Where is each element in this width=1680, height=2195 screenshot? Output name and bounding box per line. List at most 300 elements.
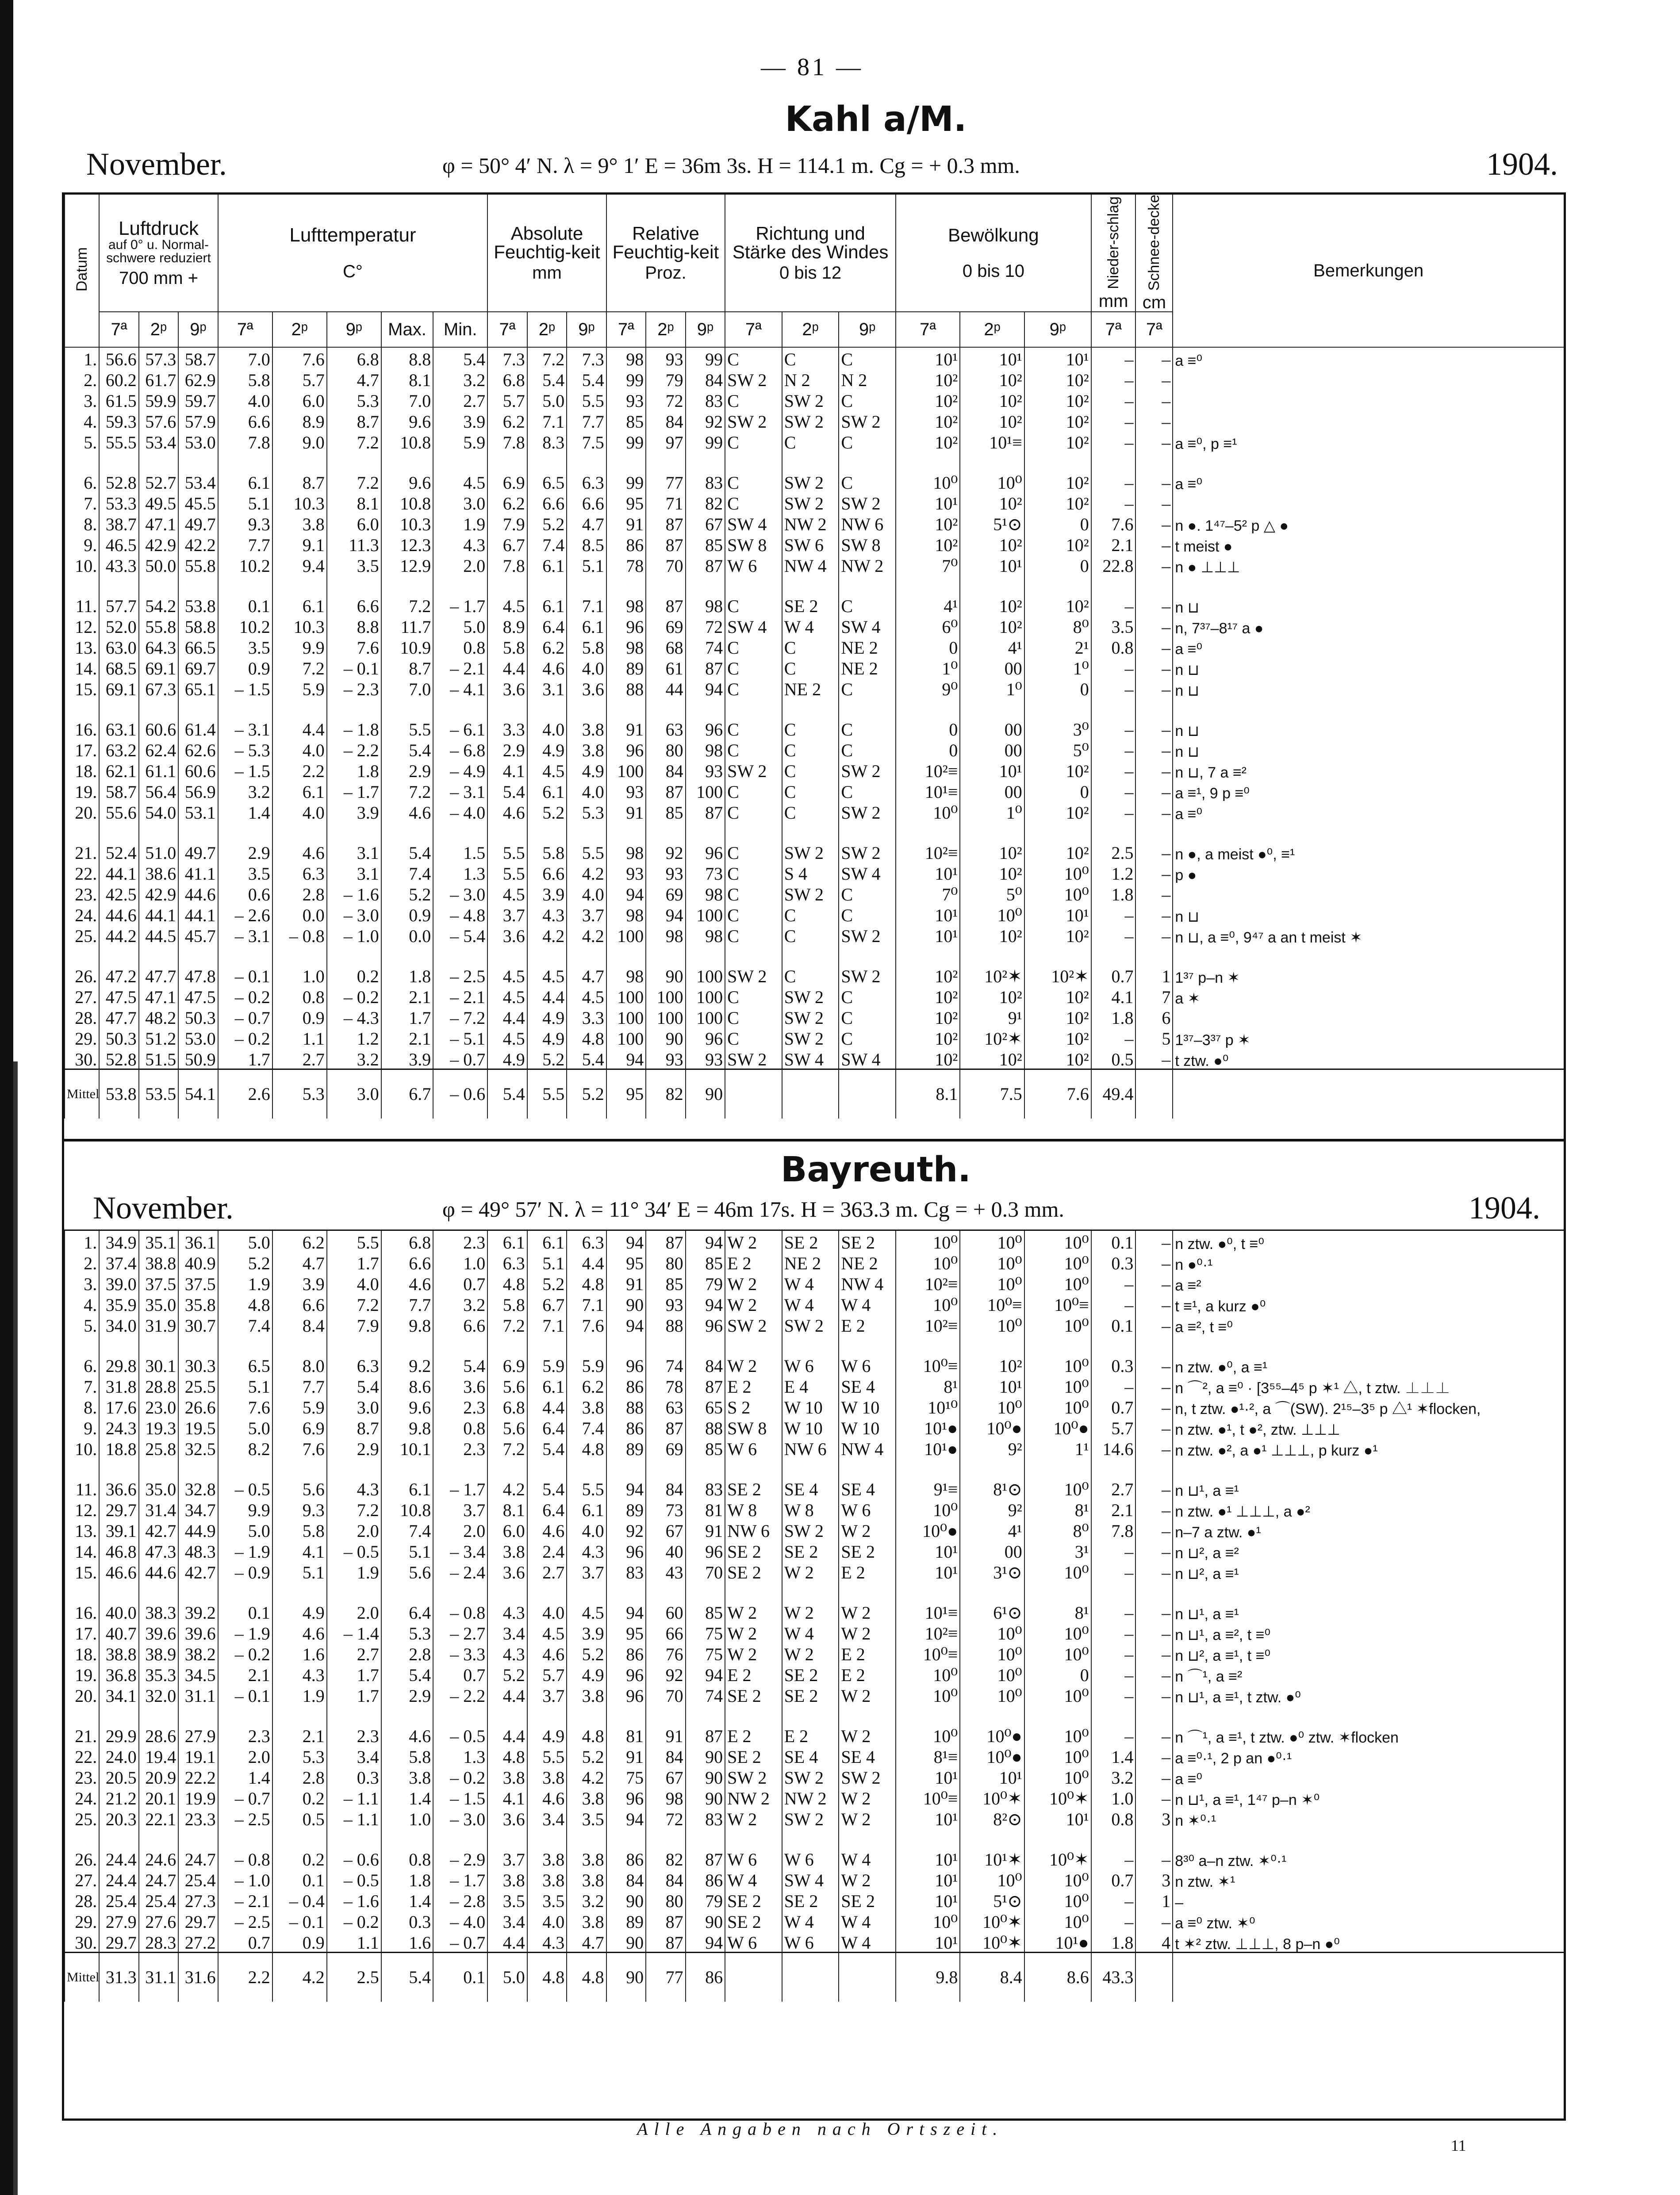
table-cell: 3.0 <box>327 1396 381 1417</box>
table-cell: – 0.2 <box>327 1910 381 1931</box>
table-row <box>65 452 1564 492</box>
table-cell: 6.6 <box>567 492 606 513</box>
table-cell: 12.3 <box>381 533 433 554</box>
table-cell: 94 <box>606 883 646 904</box>
table-cell: 3.1 <box>327 822 381 862</box>
table-cell: W 4 <box>782 1293 839 1314</box>
table-cell: 4.9 <box>567 1663 606 1684</box>
table-cell: 94 <box>646 904 685 924</box>
table-cell: 1.9 <box>218 1272 272 1293</box>
table-cell: 7. <box>65 1375 99 1396</box>
table-cell: 10⁰ <box>896 1498 960 1519</box>
table-cell: – 5.4 <box>433 924 487 945</box>
table-cell: 78 <box>606 554 646 575</box>
table-cell: – <box>1135 924 1173 945</box>
table-cell: 52.8 <box>99 1048 138 1069</box>
table-cell: 5.0 <box>218 1230 272 1252</box>
table-cell: SE 2 <box>782 1230 839 1252</box>
table-cell: 0 <box>1024 780 1091 801</box>
table-cell: – <box>1091 1622 1136 1643</box>
table-cell: 87 <box>646 1230 685 1252</box>
table-cell: W 6 <box>725 1931 782 1953</box>
table-cell: 8.0 <box>272 1335 327 1375</box>
table-cell: t ≡¹, a kurz ●⁰ <box>1173 1293 1564 1314</box>
table-cell: 1 <box>1135 1889 1173 1910</box>
table-cell: 9² <box>960 1437 1024 1458</box>
table-cell: 4.0 <box>567 780 606 801</box>
table-cell: SE 4 <box>839 1745 896 1766</box>
table-cell: 68.5 <box>99 657 138 678</box>
table-cell: 1⁰ <box>896 657 960 678</box>
table-cell: NE 2 <box>839 1252 896 1272</box>
table-cell: 27. <box>65 1869 99 1889</box>
table-cell: 48.2 <box>139 1006 178 1027</box>
table-cell: 32.8 <box>178 1458 218 1498</box>
table-cell: 1.5 <box>433 822 487 862</box>
col-datum: Datum <box>65 195 99 347</box>
table-cell: C <box>725 678 782 698</box>
table-cell: 10² <box>896 1048 960 1069</box>
table-cell: SW 6 <box>782 533 839 554</box>
table-cell: 6.9 <box>487 452 527 492</box>
table-cell: n ⌒², a ≡⁰ · [3⁵⁵–4⁵ p ✶¹ △, t ztw. ⊥⊥⊥ <box>1173 1375 1564 1396</box>
table-row <box>65 904 1564 924</box>
table-cell: C <box>782 347 839 368</box>
table-cell: – 0.2 <box>218 1643 272 1663</box>
table-cell: 2.1 <box>1091 1498 1136 1519</box>
table-row <box>65 822 1564 862</box>
table-cell: – <box>1091 1582 1136 1622</box>
table-cell: 83 <box>686 452 725 492</box>
table-cell: 11.3 <box>327 533 381 554</box>
table-cell: NW 4 <box>839 1437 896 1458</box>
table-cell: 10² <box>960 1048 1024 1069</box>
table-cell: 57.3 <box>139 347 178 368</box>
table-cell: 90 <box>606 1293 646 1314</box>
table-cell: 21. <box>65 1705 99 1745</box>
table-cell: 30.7 <box>178 1314 218 1335</box>
table-cell: 61.7 <box>139 368 178 389</box>
table-cell: 24. <box>65 1787 99 1808</box>
table-cell: 37.5 <box>139 1272 178 1293</box>
table-cell: 91 <box>606 801 646 822</box>
table-cell: – <box>1135 1335 1173 1375</box>
table-cell: 8.7 <box>272 452 327 492</box>
table-cell: 10⁰ <box>896 1910 960 1931</box>
table-cell: E 4 <box>782 1375 839 1396</box>
table-cell: 3.2 <box>433 368 487 389</box>
table-cell: 29.7 <box>99 1931 138 1953</box>
table-row <box>65 1519 1564 1540</box>
table-row <box>65 1622 1564 1643</box>
table-cell: 40.0 <box>99 1582 138 1622</box>
table-cell: SW 4 <box>839 862 896 883</box>
table-cell: – <box>1135 1519 1173 1540</box>
table-cell: 0.8 <box>272 985 327 1006</box>
table-cell: 7.6 <box>1024 1069 1091 1119</box>
table-cell: W 2 <box>782 1582 839 1622</box>
table-cell: – 1.0 <box>218 1869 272 1889</box>
table-cell: 50.0 <box>139 554 178 575</box>
table-cell: 7.2 <box>487 1437 527 1458</box>
table-cell: 0 <box>1024 1663 1091 1684</box>
table-cell <box>1173 368 1564 389</box>
table-cell: 5.0 <box>487 1953 527 2002</box>
table-cell: 25.4 <box>178 1869 218 1889</box>
table-cell: 5.7 <box>1091 1417 1136 1437</box>
table-cell: 96 <box>686 1540 725 1561</box>
table-cell: 43.3 <box>99 554 138 575</box>
table-cell: 1.8 <box>1091 883 1136 904</box>
table-cell: C <box>839 452 896 492</box>
table-cell: NW 6 <box>782 1437 839 1458</box>
table-row <box>65 698 1564 739</box>
weather-table-kahl: Datum Luftdruck auf 0° u. Normal-schwere reduziert 700 mm + Lufttemperatur C° Absolute Feuchtig-keit mm Relative Feuchtig-keit Proz. Richtung und Stärke des Windes 0 bis 12 Bewölkung 0 bis 10 Nieder-schlag mm Schnee-decke cm Bemerkungen 7ª 2ᵖ 9ᵖ 7ª 2ᵖ 9ᵖ Max. Min. 7ª 2ᵖ 9ᵖ 7ª 2ᵖ 9ᵖ 7ª 2ᵖ 9ᵖ 7ª 2ᵖ 9ᵖ 7ª 7ª 1. 56.6 57.3 58.7 7.0 7.6 6.8 8.8 5.4 7.3 7.2 7.3 98 93 99 C C C 10¹ 10¹ 10¹ – – a ≡⁰ 2. 60.2 61.7 62.9 5.8 5.7 4.7 8.1 3.2 6.8 5.4 5.4 99 79 84 SW 2 N 2 N 2 10² 10² 10² – – 3. 61.5 59.9 59.7 4.0 6.0 5.3 7.0 2.7 5.7 5.0 5.5 93 72 83 C SW 2 C 10² 10² 10² – – 4. 59.3 57.6 57.9 6.6 8.9 8.7 9.6 3.9 6.2 7.1 7.7 85 84 92 SW 2 SW 2 SW 2 10² 10² 10² – – 5. 55.5 53.4 53.0 7.8 9.0 7.2 10.8 5.9 7.8 8.3 7.5 99 97 99 C C C 10² 10¹≡ 10² – – a ≡⁰, p ≡¹ 6. 52.8 52.7 53.4 6.1 8.7 7.2 9.6 4.5 6.9 6.5 6.3 99 77 83 C SW 2 C 10⁰ 10⁰ 10² – – a ≡⁰ 7. 53.3 49.5 45.5 5.1 10.3 8.1 10.8 3.0 6.2 6.6 6.6 95 71 82 C SW 2 SW 2 10¹ 10² 10² – – 8. 38.7 47.1 49.7 9.3 3.8 6.0 10.3 1.9 7.9 5.2 4.7 91 87 67 SW 4 NW 2 NW 6 10² 5¹⊙ 0 7.6 – n ●. 1⁴⁷–5² p △ ● 9. 46.5 42.9 42.2 7.7 9.1 11.3 12.3 4.3 6.7 7.4 8.5 86 87 85 SW 8 SW 6 SW 8 10² 10² 10² 2.1 – t meist ● 10. 43.3 50.0 55.8 10.2 9.4 3.5 12.9 2.0 7.8 6.1 5.1 78 70 87 W 6 NW 4 NW 2 7⁰ 10¹ 0 22.8 – n ● ⊥⊥⊥ 11. 57.7 54.2 53.8 0.1 6.1 6.6 7.2 – 1.7 4.5 6.1 7.1 98 87 98 C SE 2 C 4¹ 10² 10² – – n ⊔ 12. 52.0 55.8 58.8 10.2 10.3 8.8 11.7 5.0 8.9 6.4 6.1 96 69 72 SW 4 W 4 SW 4 6⁰ 10² 8⁰ 3.5 – n, 7³⁷–8¹⁷ a ● 13. 63.0 64.3 66.5 3.5 9.9 7.6 10.9 0.8 5.8 6.2 5.8 98 68 74 C C NE 2 0 4¹ 2¹ 0.8 – a ≡⁰ 14. 68.5 69.1 69.7 0.9 7.2 – 0.1 8.7 – 2.1 4.4 4.6 4.0 89 61 87 C C NE 2 1⁰ 00 1⁰ – – n ⊔ 15. 69.1 67.3 65.1 – 1.5 5.9 – 2.3 7.0 – 4.1 3.6 3.1 3.6 88 44 94 C NE 2 C 9⁰ 1⁰ 0 – – n ⊔ 16. 63.1 60.6 61.4 – 3.1 4.4 – 1.8 5.5 – 6.1 3.3 4.0 3.8 91 63 96 C C C 0 00 3⁰ – – n ⊔ 17. 63.2 62.4 62.6 – 5.3 4.0 – 2.2 5.4 – 6.8 2.9 4.9 3.8 96 80 98 C C C 0 00 5⁰ – – n ⊔ 18. 62.1 61.1 60.6 – 1.5 2.2 1.8 2.9 – 4.9 4.1 4.5 4.9 100 84 93 SW 2 C SW 2 10²≡ 10¹ 10² – – n ⊔, 7 a ≡² 19. 58.7 56.4 56.9 3.2 6.1 – 1.7 7.2 – 3.1 5.4 6.1 4.0 93 87 100 C C C 10¹≡ 00 0 – – a ≡¹, 9 p ≡⁰ 20. 55.6 54.0 53.1 1.4 4.0 3.9 4.6 – 4.0 4.6 5.2 5.3 91 85 87 C C SW 2 10⁰ 1⁰ 10² – – a ≡⁰ 21. 52.4 51.0 49.7 2.9 4.6 3.1 5.4 1.5 5.5 5.8 5.5 98 92 96 C SW 2 SW 2 10²≡ 10² 10² 2.5 – n ●, a meist ●⁰, ≡¹ 22. 44.1 38.6 41.1 3.5 6.3 3.1 7.4 1.3 5.5 6.6 4.2 93 93 73 C S 4 SW 4 10¹ 10² 10⁰ 1.2 – p ● 23. 42.5 42.9 44.6 0.6 2.8 – 1.6 5.2 – 3.0 4.5 3.9 4.0 94 69 98 C SW 2 C 7⁰ 5⁰ 10⁰ 1.8 – 24. 44.6 44.1 44.1 – 2.6 0.0 – 3.0 0.9 – 4.8 3.7 4.3 3.7 98 94 100 C C C 10¹ 10⁰ 10¹ – – n ⊔ 25. 44.2 44.5 45.7 – 3.1 – 0.8 – 1.0 0.0 – 5.4 3.6 4.2 4.2 100 98 98 C C SW 2 10¹ 10² 10² – – n ⊔, a ≡⁰, 9⁴⁷ a an t meist ✶ 26. 47.2 47.7 47.8 – 0.1 1.0 0.2 1.8 – 2.5 4.5 4.5 4.7 98 90 100 SW 2 C SW 2 10² 10²✶ 10²✶ 0.7 1 1³⁷ p–n ✶ 27. 47.5 47.1 47.5 – 0.2 0.8 – 0.2 2.1 – 2.1 4.5 4.4 4.5 100 100 100 C SW 2 C 10² 10² 10² 4.1 7 a ✶ 28. 47.7 48.2 50.3 – 0.7 0.9 – 4.3 1.7 – 7.2 4.4 4.9 3.3 100 100 100 C SW 2 C 10² 9¹ 10² 1.8 6 29. 50.3 51.2 53.0 – 0.2 1.1 1.2 2.1 – 5.1 4.5 4.9 4.8 100 90 96 C SW 2 C 10² 10²✶ 10² – 5 1³⁷–3³⁷ p ✶ 30. 52.8 51.5 50.9 1.7 2.7 3.2 3.9 – 0.7 4.9 5.2 5.4 94 93 93 SW 2 SW 4 SW 4 10² 10² 10² 0.5 – t ztw. ●⁰ Mittel 53.8 53.5 54.1 2.6 5.3 3.0 6.7 – 0.6 5.4 5.5 5.2 95 82 90 8.1 7.5 7.6 49.4 <box>64 195 1564 1119</box>
table-cell: 91 <box>606 1745 646 1766</box>
table-cell: 51.0 <box>139 822 178 862</box>
table-cell: W 4 <box>782 615 839 636</box>
station-title-bayreuth: Bayreuth. <box>781 1150 971 1190</box>
table-cell: 0.7 <box>433 1663 487 1684</box>
table-cell: – 0.1 <box>218 1684 272 1705</box>
table-cell: 84 <box>686 1335 725 1375</box>
table-cell: 1⁰ <box>960 801 1024 822</box>
table-cell: 4.0 <box>567 1519 606 1540</box>
table-cell: 34.9 <box>99 1230 138 1252</box>
table-cell: 0.2 <box>272 1828 327 1869</box>
table-cell: 4.4 <box>527 1396 567 1417</box>
table-cell: 3.9 <box>327 801 381 822</box>
table-cell: Mittel <box>65 1953 99 2002</box>
table-cell: 87 <box>646 533 685 554</box>
binding-shadow <box>13 1061 18 2195</box>
table-cell: 10⁰● <box>896 1519 960 1540</box>
table-cell: 10² <box>896 410 960 431</box>
table-cell: 78 <box>646 1375 685 1396</box>
table-cell: – 5.3 <box>218 739 272 759</box>
table-cell: 4.7 <box>567 1931 606 1953</box>
table-cell: 36.1 <box>178 1230 218 1252</box>
table-cell: 94 <box>606 1230 646 1252</box>
table-cell: 3 <box>1135 1869 1173 1889</box>
table-cell: 10¹ <box>960 554 1024 575</box>
table-cell: C <box>725 347 782 368</box>
table-cell: – <box>1091 678 1136 698</box>
table-cell: – <box>1135 431 1173 452</box>
table-cell: 89 <box>606 1910 646 1931</box>
table-row <box>65 739 1564 759</box>
table-cell: 6⁰ <box>896 615 960 636</box>
table-cell: 87 <box>686 554 725 575</box>
table-cell: 0.3 <box>1091 1252 1136 1272</box>
table-cell: 54.2 <box>139 575 178 615</box>
table-cell: – <box>1091 739 1136 759</box>
table-cell: 53.1 <box>178 801 218 822</box>
table-cell: – <box>1135 389 1173 410</box>
table-cell: 2.5 <box>327 1953 381 2002</box>
table-cell: 8⁰ <box>1024 1519 1091 1540</box>
table-cell: 49.4 <box>1091 1069 1136 1119</box>
table-cell: 3.4 <box>487 1910 527 1931</box>
table-cell: 9.9 <box>218 1498 272 1519</box>
table-cell: 4.0 <box>527 1582 567 1622</box>
table-cell: 100 <box>686 780 725 801</box>
table-cell: 61.1 <box>139 759 178 780</box>
table-cell <box>725 1953 782 2002</box>
table-cell: 6.1 <box>527 780 567 801</box>
table-cell: 9.3 <box>218 513 272 533</box>
table-cell: 3.5 <box>527 1889 567 1910</box>
table-cell: 10⁰ <box>1024 1889 1091 1910</box>
table-cell: – 1.7 <box>433 575 487 615</box>
table-cell: 50.3 <box>178 1006 218 1027</box>
table-cell: NW 4 <box>782 554 839 575</box>
table-cell: – 3.0 <box>327 904 381 924</box>
table-cell: 3.9 <box>272 1272 327 1293</box>
table-cell: 0.9 <box>272 1931 327 1953</box>
table-cell: 1. <box>65 1230 99 1252</box>
table-cell: C <box>782 636 839 657</box>
table-cell: – <box>1135 822 1173 862</box>
table-cell: 1.4 <box>381 1889 433 1910</box>
table-cell: 7.9 <box>487 513 527 533</box>
table-cell: 91 <box>606 513 646 533</box>
table-cell: 10² <box>960 492 1024 513</box>
table-cell: n ⌒¹, a ≡² <box>1173 1663 1564 1684</box>
table-cell: 53.8 <box>178 575 218 615</box>
table-cell: 25.5 <box>178 1375 218 1396</box>
table-cell: SE 2 <box>725 1561 782 1582</box>
table-cell: 6.4 <box>381 1582 433 1622</box>
table-cell: 8.1 <box>896 1069 960 1119</box>
table-cell: 10⁰≡ <box>896 1643 960 1663</box>
table-cell: 96 <box>686 1314 725 1335</box>
table-cell: E 2 <box>839 1663 896 1684</box>
table-cell: 66 <box>646 1622 685 1643</box>
table-cell: C <box>725 822 782 862</box>
table-cell: 10² <box>1024 533 1091 554</box>
table-cell: 9. <box>65 533 99 554</box>
table-cell: 95 <box>606 1252 646 1272</box>
table-cell: SE 2 <box>782 1889 839 1910</box>
table-cell: – <box>1091 1540 1136 1561</box>
table-row <box>65 492 1564 513</box>
table-cell: – 2.1 <box>433 657 487 678</box>
table-cell: – 0.8 <box>272 924 327 945</box>
table-cell: 26. <box>65 945 99 985</box>
table-cell: 4.7 <box>567 945 606 985</box>
table-cell: 10.2 <box>218 615 272 636</box>
table-cell: 4.8 <box>567 1437 606 1458</box>
table-cell: 5.4 <box>567 1048 606 1069</box>
table-cell: – 1.8 <box>327 698 381 739</box>
table-cell: 10² <box>1024 822 1091 862</box>
table-cell: 7.6 <box>218 1396 272 1417</box>
table-cell: 5.5 <box>327 1230 381 1252</box>
table-cell: 73 <box>686 862 725 883</box>
table-cell: W 2 <box>839 1787 896 1808</box>
table-row <box>65 1293 1564 1314</box>
table-cell: 49.7 <box>178 513 218 533</box>
table-cell: W 6 <box>725 554 782 575</box>
table-cell: – <box>1135 1048 1173 1069</box>
table-cell: – 1.5 <box>218 678 272 698</box>
table-cell: W 4 <box>725 1869 782 1889</box>
table-cell: 63 <box>646 1396 685 1417</box>
table-cell: 4.4 <box>487 1705 527 1745</box>
table-cell: 7.2 <box>327 431 381 452</box>
table-cell: – <box>1135 492 1173 513</box>
table-cell: 4.3 <box>567 1540 606 1561</box>
table-cell: C <box>782 759 839 780</box>
table-cell: 63.1 <box>99 698 138 739</box>
table-cell: – <box>1091 1272 1136 1293</box>
table-row <box>65 1643 1564 1663</box>
table-cell <box>839 1953 896 2002</box>
table-cell: 1.4 <box>218 801 272 822</box>
table-cell: 0.8 <box>1091 1808 1136 1828</box>
table-cell: 12. <box>65 1498 99 1519</box>
table-cell: SW 2 <box>782 1027 839 1048</box>
table-cell: 5.5 <box>567 822 606 862</box>
table-cell: – <box>1135 1375 1173 1396</box>
table-cell: 9² <box>960 1498 1024 1519</box>
table-cell: 7.6 <box>1091 513 1136 533</box>
table-cell: 3.9 <box>433 410 487 431</box>
table-cell: a ≡⁰ <box>1173 452 1564 492</box>
table-cell: SE 2 <box>782 575 839 615</box>
table-cell: 10² <box>1024 985 1091 1006</box>
table-cell: 84 <box>606 1869 646 1889</box>
table-cell: 5.1 <box>381 1540 433 1561</box>
table-cell: – <box>1135 575 1173 615</box>
table-cell: 98 <box>606 347 646 368</box>
table-cell: 55.8 <box>178 554 218 575</box>
table-cell: 10² <box>960 1335 1024 1375</box>
table-cell: 4.2 <box>567 1766 606 1787</box>
table-cell: 15. <box>65 678 99 698</box>
table-cell: 3.7 <box>527 1684 567 1705</box>
table-cell: 57.9 <box>178 410 218 431</box>
table-cell: 63.0 <box>99 636 138 657</box>
table-cell: 84 <box>646 1745 685 1766</box>
table-cell: 2.9 <box>218 822 272 862</box>
table-cell <box>725 1069 782 1119</box>
table-cell: 47.5 <box>178 985 218 1006</box>
table-cell: 5.2 <box>567 1643 606 1663</box>
table-cell: 3 <box>1135 1808 1173 1828</box>
table-cell: 10⁰ <box>1024 1910 1091 1931</box>
table-cell: 10¹≡ <box>896 1582 960 1622</box>
table-cell: 90 <box>686 1069 725 1119</box>
table-row <box>65 780 1564 801</box>
table-cell: NW 2 <box>725 1787 782 1808</box>
table-cell: 79 <box>686 1889 725 1910</box>
table-cell: – <box>1091 1889 1136 1910</box>
table-cell: 34.1 <box>99 1684 138 1705</box>
table-cell: SW 2 <box>725 945 782 985</box>
table-cell: 5.3 <box>567 801 606 822</box>
table-cell: a ≡⁰ <box>1173 801 1564 822</box>
table-cell: 40 <box>646 1540 685 1561</box>
table-cell: 24.4 <box>99 1869 138 1889</box>
table-cell: 4.6 <box>272 1622 327 1643</box>
table-cell: – 1.5 <box>433 1787 487 1808</box>
table-cell: 10⁰ <box>1024 1561 1091 1582</box>
table-cell: 36.6 <box>99 1458 138 1498</box>
table-cell: E 2 <box>839 1561 896 1582</box>
table-cell: 10² <box>896 533 960 554</box>
table-cell: – 4.3 <box>327 1006 381 1027</box>
table-cell: – 0.5 <box>327 1540 381 1561</box>
table-cell: 69 <box>646 883 685 904</box>
table-cell: 74 <box>686 1684 725 1705</box>
table-cell: 31.3 <box>99 1953 138 2002</box>
table-cell: 1¹ <box>1024 1437 1091 1458</box>
table-cell: 1.0 <box>1091 1787 1136 1808</box>
table-cell: 3.2 <box>1091 1766 1136 1787</box>
table-cell: 35.1 <box>139 1230 178 1252</box>
table-cell: 0 <box>896 739 960 759</box>
table-cell: 5.8 <box>218 368 272 389</box>
table-cell: 75 <box>686 1643 725 1663</box>
table-cell: SW 2 <box>839 1766 896 1787</box>
table-cell: 10²≡ <box>896 1272 960 1293</box>
table-cell: 1.9 <box>327 1561 381 1582</box>
table-cell: 62.4 <box>139 739 178 759</box>
table-cell: SW 2 <box>725 1766 782 1787</box>
table-cell: 87 <box>646 1910 685 1931</box>
table-cell: – 0.5 <box>327 1869 381 1889</box>
table-cell: W 2 <box>725 1808 782 1828</box>
table-cell: 4.6 <box>527 1519 567 1540</box>
table-cell: n ⊔², a ≡¹, t ≡⁰ <box>1173 1643 1564 1663</box>
table-cell: 38.8 <box>139 1252 178 1272</box>
table-row <box>65 1582 1564 1622</box>
table-row <box>65 1561 1564 1582</box>
table-cell: – <box>1135 1540 1173 1561</box>
table-cell: a ✶ <box>1173 985 1564 1006</box>
table-cell: 10⁰ <box>1024 1684 1091 1705</box>
table-cell: S 4 <box>782 862 839 883</box>
table-cell: C <box>725 389 782 410</box>
table-cell: 6.1 <box>567 1498 606 1519</box>
year-label: 1904. <box>1469 1190 1540 1226</box>
table-cell: C <box>782 657 839 678</box>
table-cell: 7.8 <box>1091 1519 1136 1540</box>
table-cell: 7.4 <box>381 1519 433 1540</box>
table-cell: – 0.4 <box>272 1889 327 1910</box>
table-cell: – 0.9 <box>218 1561 272 1582</box>
table-cell: 98 <box>606 904 646 924</box>
table-cell: 45.5 <box>178 492 218 513</box>
table-cell: C <box>725 739 782 759</box>
table-cell: C <box>839 883 896 904</box>
table-cell: 75 <box>606 1766 646 1787</box>
table-cell: 2.0 <box>218 1745 272 1766</box>
table-cell: 7.6 <box>272 347 327 368</box>
table-cell: – 0.5 <box>218 1458 272 1498</box>
table-cell: 63.2 <box>99 739 138 759</box>
table-cell: n ● ⊥⊥⊥ <box>1173 554 1564 575</box>
table-cell: n, 7³⁷–8¹⁷ a ● <box>1173 615 1564 636</box>
table-cell: 10¹ <box>896 1889 960 1910</box>
table-cell: C <box>839 575 896 615</box>
table-cell: – <box>1091 759 1136 780</box>
table-cell: 3.6 <box>487 1808 527 1828</box>
table-cell: 87 <box>686 1705 725 1745</box>
table-cell: 2.7 <box>327 1643 381 1663</box>
